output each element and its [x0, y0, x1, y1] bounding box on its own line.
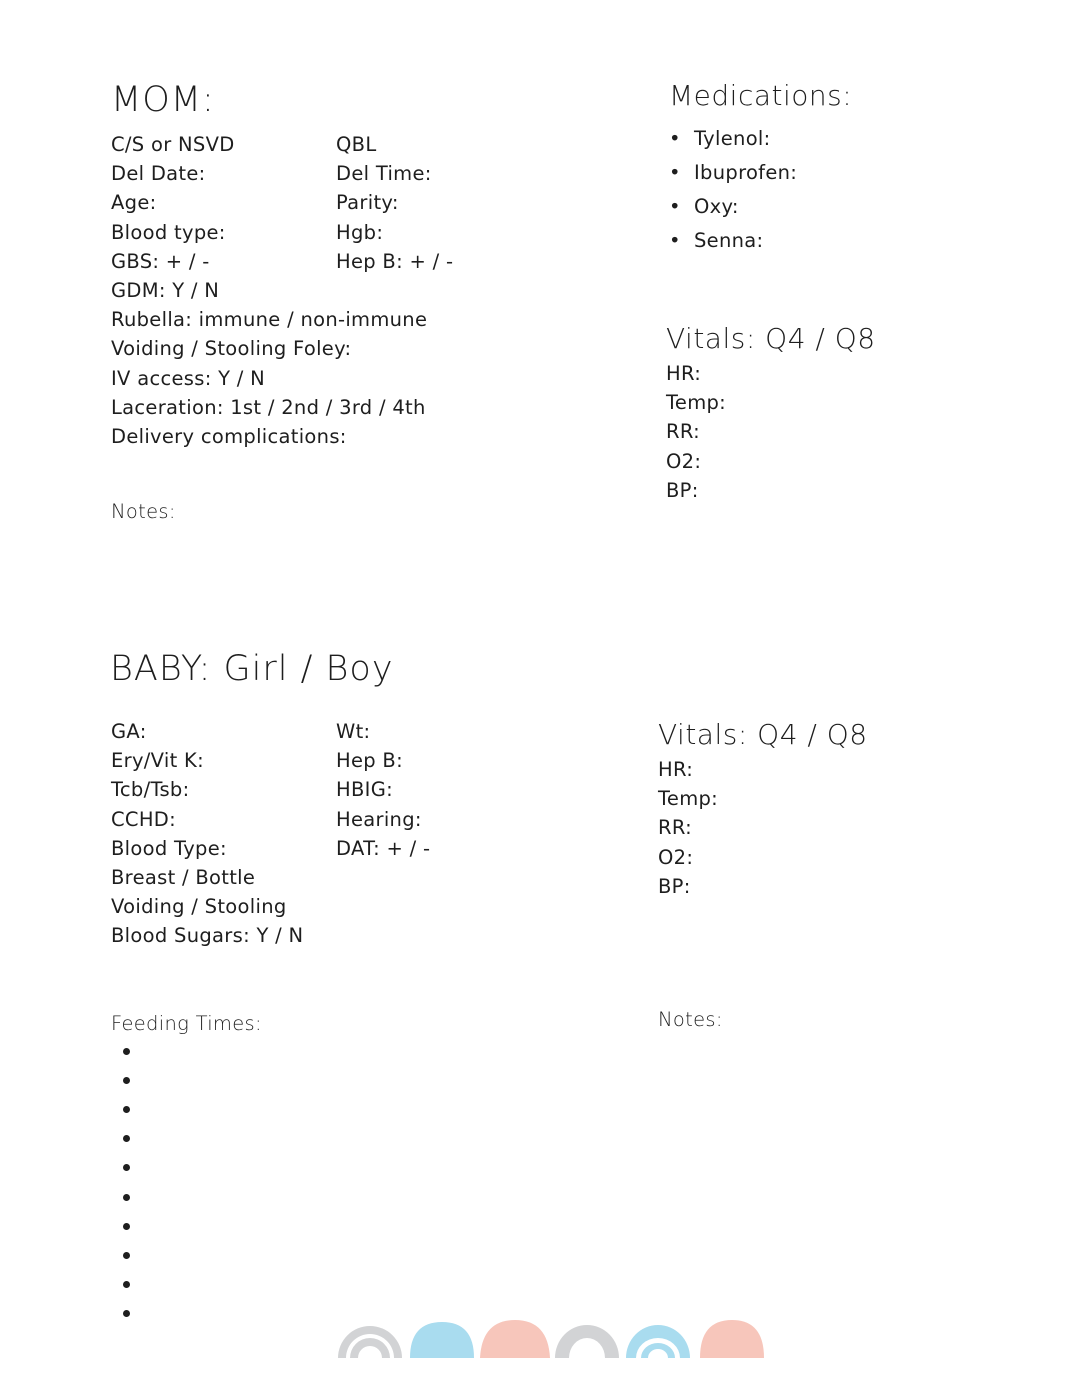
mom-field: Blood type: [111, 220, 226, 244]
bullet-icon: • [669, 229, 681, 252]
medications-title: Medications: [669, 79, 853, 112]
mom-field: Delivery complications: [111, 425, 347, 449]
mom-field: Hgb: [336, 220, 384, 244]
medications-list [669, 122, 797, 258]
bullet-icon [123, 1281, 130, 1288]
baby-vitals-list [658, 755, 718, 901]
mom-field: C/S or NSVD [111, 133, 235, 156]
semicircle-blue-icon [410, 1322, 474, 1358]
mom-field: Del Date: [111, 162, 206, 186]
baby-notes-label: Notes: [658, 1008, 723, 1031]
mom-field: IV access: Y / N [111, 366, 266, 390]
bullet-icon [123, 1310, 130, 1317]
vital-item: Temp: [666, 391, 727, 415]
mom-field: Voiding / Stooling Foley: [111, 337, 352, 361]
baby-fields-left [111, 717, 303, 951]
vital-item: O2: [666, 449, 702, 473]
medication-item: • Senna: [669, 224, 797, 258]
rainbow-blue-icon [626, 1325, 690, 1358]
vital-item: HR: [666, 362, 702, 385]
baby-field: Hep B: [336, 749, 403, 773]
baby-fields-right [336, 717, 430, 863]
baby-field: CCHD: [111, 807, 176, 831]
rainbow-decoration [338, 1318, 768, 1358]
medication-item: • Oxy: [669, 190, 797, 224]
rainbow-gray-thick-icon [555, 1325, 619, 1358]
bullet-icon: • [669, 195, 681, 218]
vital-item: RR: [658, 816, 692, 840]
bullet-icon: • [669, 127, 681, 150]
baby-field: Wt: [336, 720, 371, 743]
bullet-icon [123, 1252, 130, 1259]
mom-field: GBS: + / - [111, 249, 210, 273]
baby-field: Voiding / Stooling [111, 895, 287, 919]
bullet-icon [123, 1194, 130, 1201]
mom-vitals-list [666, 359, 726, 505]
bullet-icon [123, 1223, 130, 1230]
bullet-icon [123, 1164, 130, 1171]
mom-field: Age: [111, 191, 157, 215]
baby-title: BABY: Girl / Boy [110, 649, 394, 689]
feeding-times-label: Feeding Times: [111, 1012, 262, 1035]
mom-field: Hep B: + / - [336, 249, 454, 273]
mom-field: GDM: Y / N [111, 279, 220, 303]
mom-title: MOM: [111, 80, 215, 120]
baby-field: Ery/Vit K: [111, 749, 204, 773]
vital-item: RR: [666, 420, 700, 444]
baby-field: Hearing: [336, 807, 422, 831]
mom-field: Laceration: 1st / 2nd / 3rd / 4th [111, 395, 426, 419]
medication-item: • Ibuprofen: [669, 156, 797, 190]
baby-field: Blood Type: [111, 836, 227, 860]
baby-field: HBIG: [336, 778, 393, 802]
bullet-icon: • [669, 161, 681, 184]
semicircle-pink-2-icon [700, 1320, 764, 1358]
mom-fields-right [336, 130, 453, 276]
vital-item: HR: [658, 758, 694, 781]
baby-field: Tcb/Tsb: [111, 778, 190, 802]
mom-notes-label: Notes: [111, 500, 176, 523]
bullet-icon [123, 1048, 130, 1055]
mom-field: Parity: [336, 191, 399, 215]
bullet-icon [123, 1106, 130, 1113]
baby-vitals-title: Vitals: Q4 / Q8 [658, 718, 868, 751]
mom-field: QBL [336, 133, 377, 156]
mom-field: Rubella: immune / non-immune [111, 308, 428, 332]
semicircle-pink-icon [480, 1320, 550, 1358]
bullet-icon [123, 1135, 130, 1142]
vital-item: O2: [658, 845, 694, 869]
baby-field: DAT: + / - [336, 836, 431, 860]
rainbow-gray-icon [338, 1326, 402, 1358]
vital-item: Temp: [658, 787, 719, 811]
baby-field: GA: [111, 720, 147, 743]
mom-vitals-title: Vitals: Q4 / Q8 [666, 322, 876, 355]
mom-field: Del Time: [336, 162, 432, 186]
bullet-icon [123, 1077, 130, 1084]
vital-item: BP: [658, 874, 691, 898]
baby-field: Breast / Bottle [111, 866, 256, 890]
vital-item: BP: [666, 478, 699, 502]
medication-item: • Tylenol: [669, 122, 797, 156]
baby-field: Blood Sugars: Y / N [111, 924, 304, 948]
